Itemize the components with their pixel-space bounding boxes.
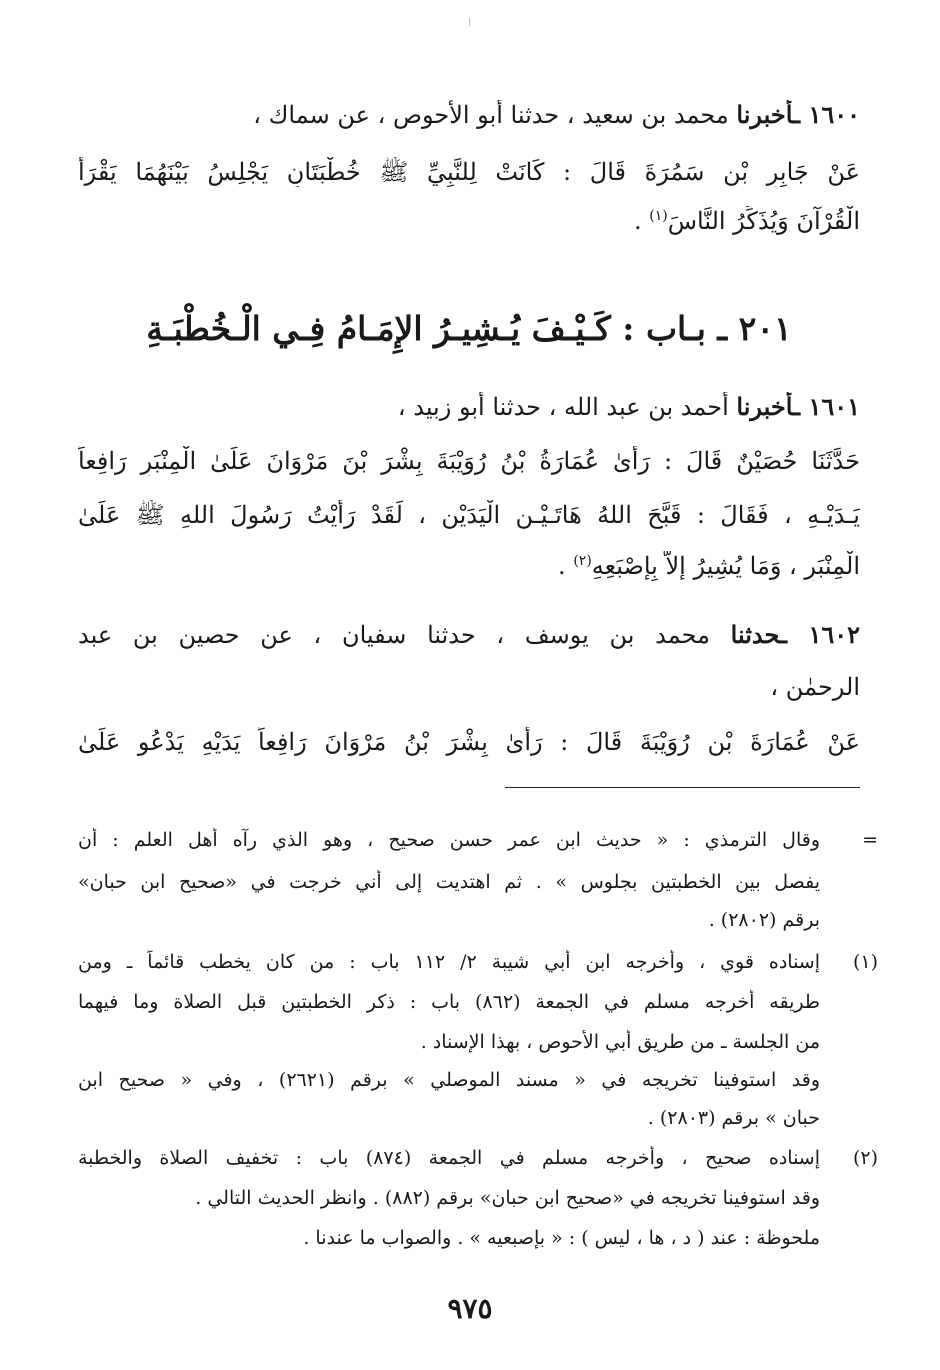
footnote-separator	[505, 787, 860, 788]
hadith-intro-word: حدثنا	[730, 620, 780, 649]
footnote-line: برقم (٢٨٠٢) .	[708, 909, 820, 931]
hadith-chain-text: محمد بن يوسف ، حدثنا سفيان ، عن حصين بن عبد	[78, 621, 710, 649]
hadith-1601-text-line: حَدَّثَنَا حُصَيْنٌ قَالَ : رَأَىٰ عُمَارَةُ بْنُ رُوَيْبَةَ بِشْرَ بْنَ مَرْوَانَ عَلَىٰ الْمِنْبَرِ رَافِعاً	[78, 447, 860, 475]
hadith-chain-text: محمد بن سعيد ، حدثنا أبو الأحوص ، عن سماك ،	[253, 101, 729, 129]
hadith-text: الْمِنْبَرِ ، وَمَا يُشِيرُ إِلاَّ بِإِصْبَعِهِ	[591, 552, 860, 580]
hadith-1602-text-line: عَنْ عُمَارَةَ بْنِ رُوَيْبَةَ قَالَ : رَأَىٰ بِشْرَ بْنُ مَرْوَانَ رَافِعاً يَدَيْهِ يَدْعُو عَلَىٰ	[78, 728, 860, 756]
footnote-line: يفصل بين الخطبتين بجلوس » . ثم اهتديت إلى أني خرجت في «صحيح ابن حبان»	[78, 871, 820, 893]
footnote-line: ملحوظة : عند ( د ، ها ، ليس ) : « بإصبعيه » . والصواب ما عندنا .	[303, 1227, 820, 1249]
hadith-chain-text: أحمد بن عبد الله ، حدثنا أبو زبيد ،	[397, 393, 729, 421]
footnote-line: إسناده صحيح ، وأخرجه مسلم في الجمعة (٨٧٤) باب : تخفيف الصلاة والخطبة	[78, 1147, 820, 1169]
hadith-1600-text-line: عَنْ جَابِرِ بْنِ سَمُرَةَ قَالَ : كَانَتْ لِلنَّبِيِّ ﷺ خُطْبَتَانِ يَجْلِسُ بَيْنَهُمَا يَقْرَأُ	[78, 158, 860, 186]
hadith-text: الْقُرْآنَ وَيُذَكِّرُ النَّاسَ	[667, 207, 860, 235]
hadith-1601-chain	[78, 392, 860, 422]
hadith-1601-text-line-end	[78, 551, 860, 581]
footnote-reference[interactable]: (٢)	[573, 553, 592, 569]
hadith-1600-text-line-end	[78, 206, 860, 236]
hadith-number: ١٦٠٢ ـ	[780, 620, 860, 649]
hadith-number: ١٦٠٠ ـ	[793, 100, 860, 129]
hadith-1601-text-line: يَـدَيْـهِ ، فَقَالَ : قَبَّحَ اللهُ هَاتَـيْـنِ الْيَدَيْنِ ، لَقَدْ رَأَيْتُ رَسُولَ اللهِ ﷺ عَلَىٰ	[78, 501, 860, 529]
hadith-1600-chain	[78, 100, 860, 130]
hadith-1602-chain-line: الرحمٰن ،	[770, 673, 860, 701]
footnote-line: وقد استوفينا تخريجه في «صحيح ابن حبان» برقم (٨٨٢) . وانظر الحديث التالي .	[195, 1187, 820, 1209]
hadith-intro-word: أخبرنا	[736, 100, 794, 129]
hadith-number: ١٦٠١ ـ	[793, 392, 860, 421]
footnote-line: وقد استوفينا تخريجه في « مسند الموصلي » برقم (٢٦٢١) ، وفي « صحيح ابن	[78, 1069, 820, 1091]
sentence-end: .	[558, 552, 574, 580]
hadith-intro-word: أخبرنا	[736, 392, 794, 421]
footnote-2-marker: (٢)	[852, 1147, 878, 1169]
sentence-end: .	[633, 207, 650, 235]
hadith-1602-chain	[78, 620, 860, 650]
footnote-line: إسناده قوي ، وأخرجه ابن أبي شيبة ٢/ ١١٢ باب : من كان يخطب قائماً ـ ومن	[78, 951, 820, 973]
footnote-line: من الجلسة ـ من طريق أبي الأحوص ، بهذا الإسناد .	[420, 1031, 820, 1053]
footnote-line: طريقه أخرجه مسلم في الجمعة (٨٦٢) باب : ذكر الخطبتين قبل الصلاة وما فيهما	[78, 991, 820, 1013]
footnote-line: وقال الترمذي : « حديث ابن عمر حسن صحيح ، وهو الذي رآه أهل العلم : أن	[78, 829, 820, 851]
footnote-continuation-marker: =	[862, 829, 878, 851]
page-number: ٩٧٥	[447, 1292, 493, 1325]
footnote-line: حبان » برقم (٢٨٠٣) .	[647, 1107, 820, 1129]
chapter-heading: ٢٠١ ـ بـاب : كَـيْـفَ يُـشِيـرُ الإِمَـامُ فِـي الْـخُطْبَـةِ	[146, 309, 792, 348]
footnote-1-marker: (١)	[852, 951, 878, 973]
top-crop-mark	[469, 18, 470, 26]
footnote-reference[interactable]: (١)	[649, 208, 668, 224]
